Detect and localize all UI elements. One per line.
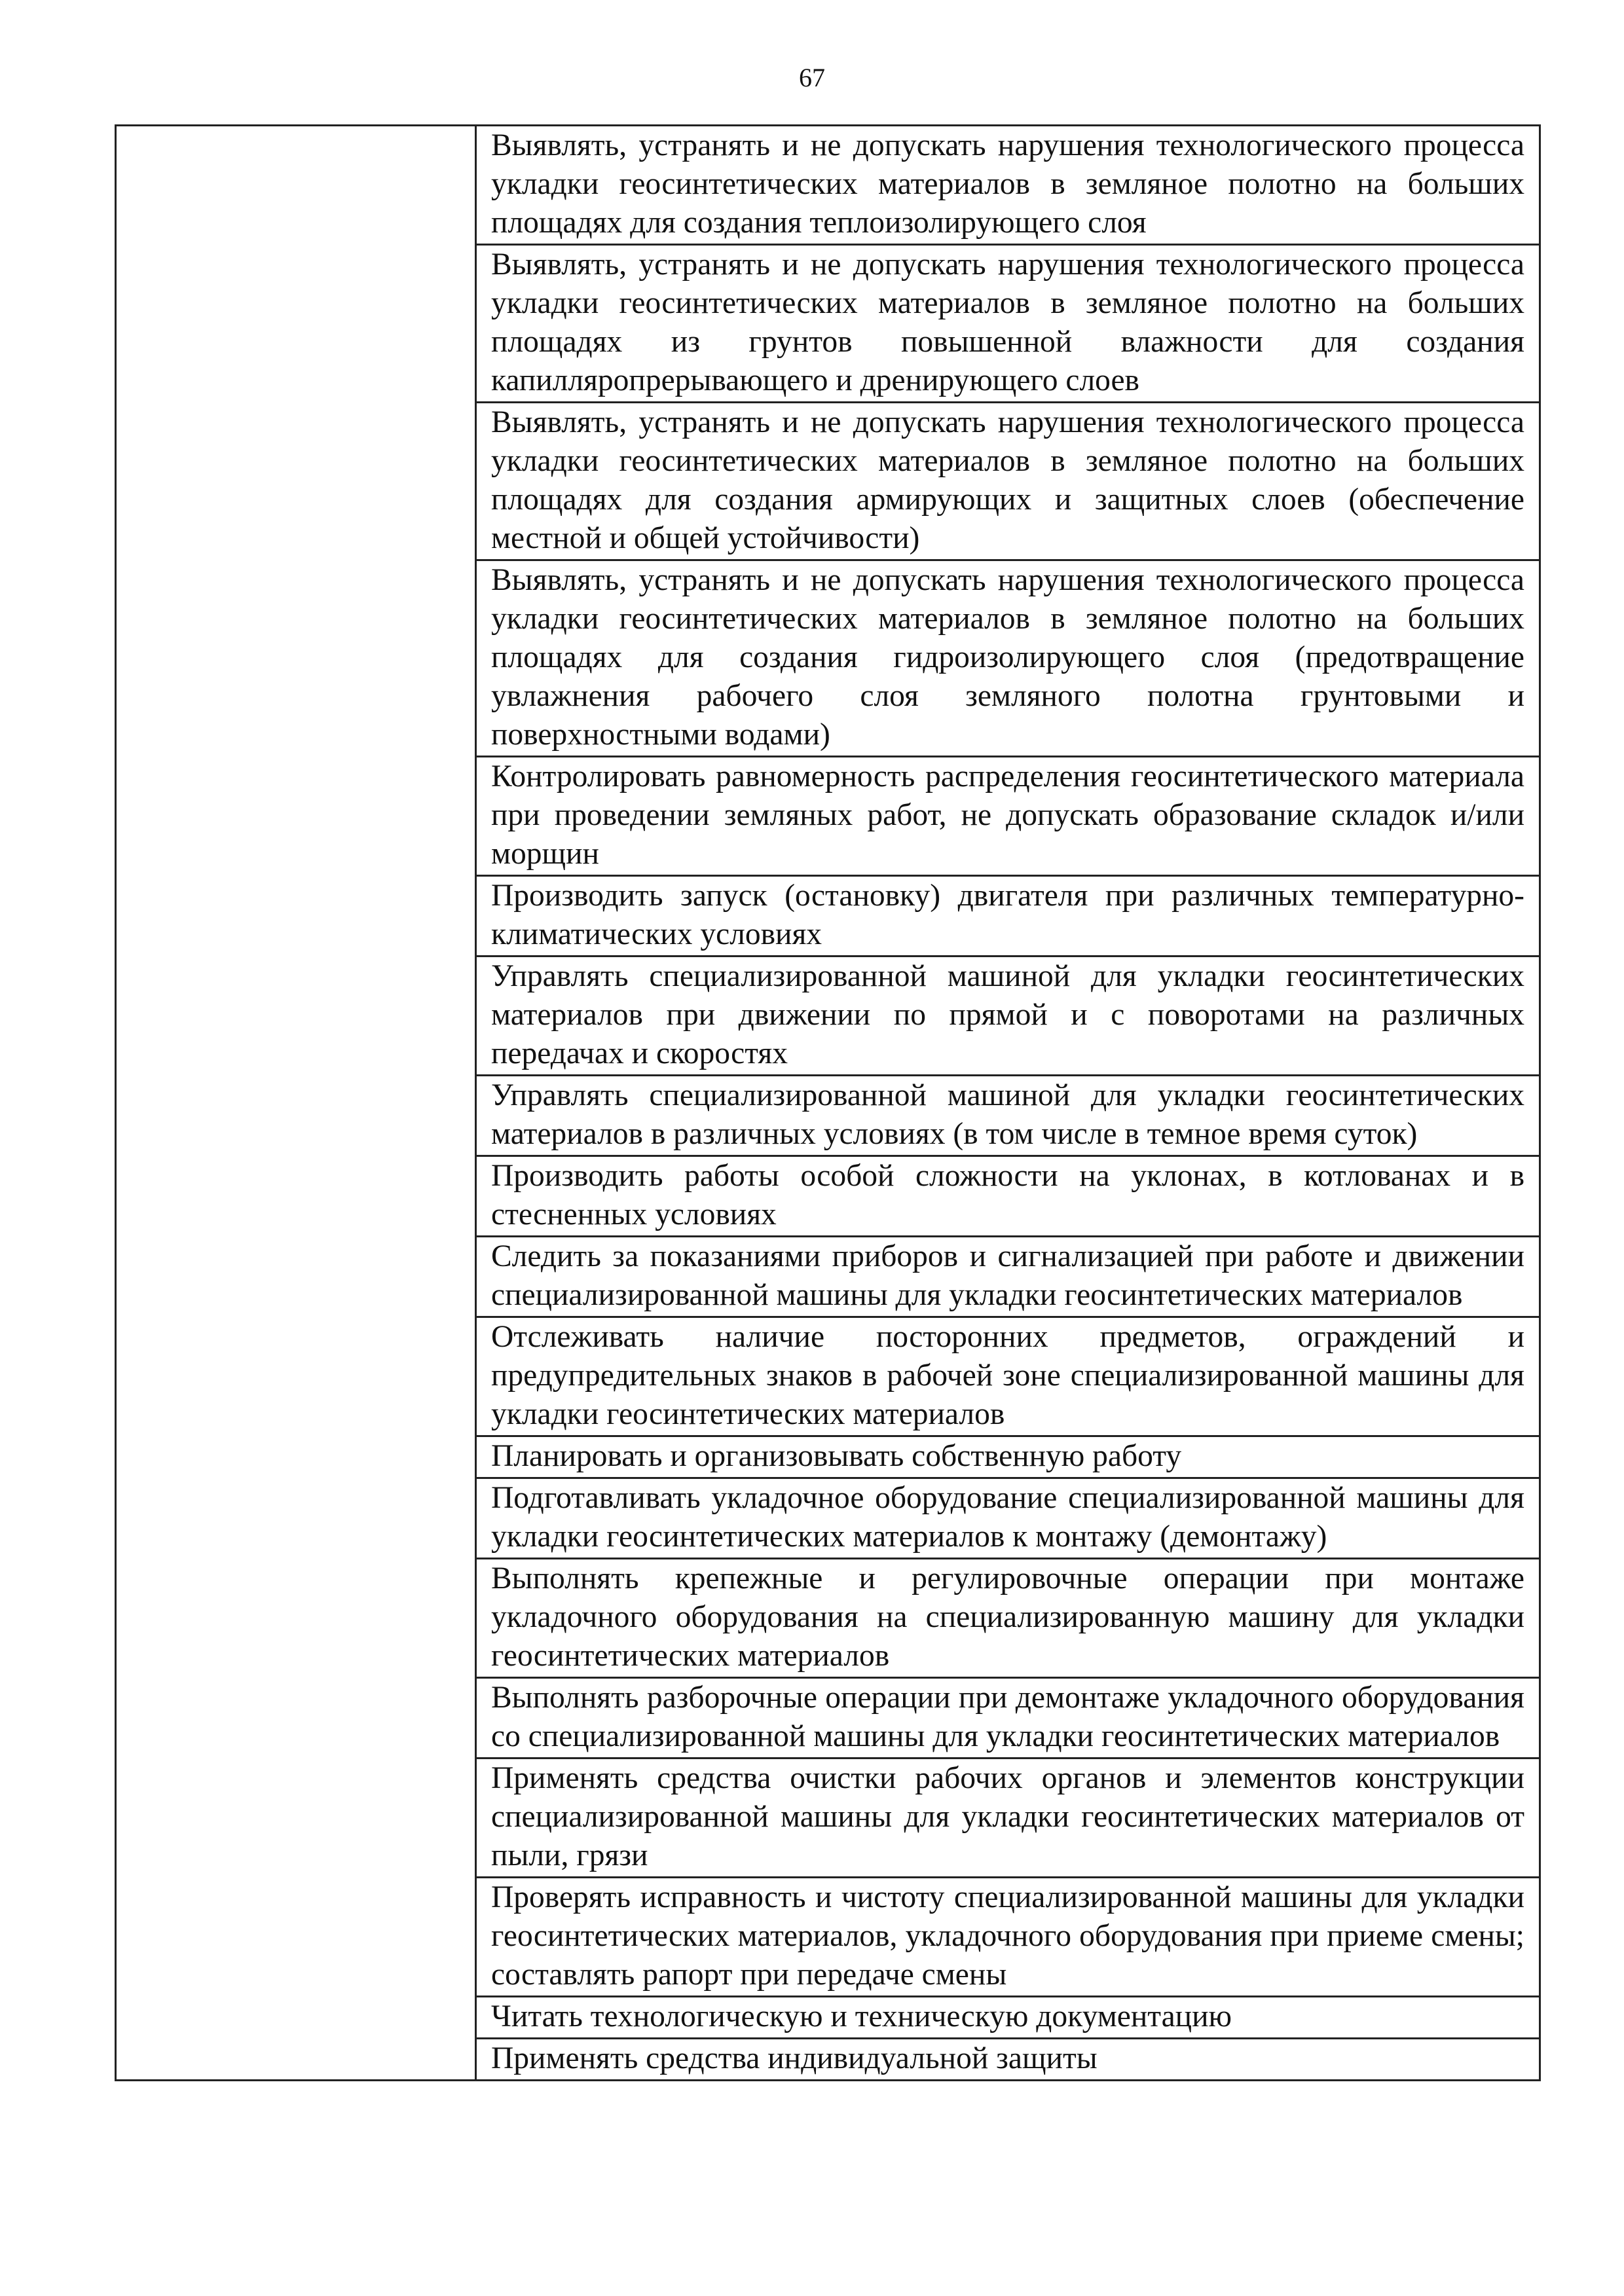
skill-text: Читать технологическую и техническую документацию (491, 1999, 1232, 2033)
skill-text: Подготавливать укладочное оборудование специализированной машины для укладки геосинтетических материалов к монтажу (демонтажу) (491, 1481, 1524, 1554)
skill-text: Применять средства очистки рабочих органов и элементов конструкции специализированной машины для укладки геосинтетических материалов от пыли, грязи (491, 1761, 1524, 1872)
page-number: 67 (799, 63, 825, 92)
skill-cell (476, 957, 1540, 1076)
table-row (116, 126, 1540, 245)
skill-cell (476, 1237, 1540, 1317)
skill-text: Производить работы особой сложности на уклонах, в котлованах и в стесненных условиях (491, 1159, 1524, 1231)
skill-cell (476, 2039, 1540, 2081)
skill-text: Планировать и организовывать собственную работу (491, 1439, 1182, 1473)
skill-cell (476, 876, 1540, 957)
skill-cell (476, 126, 1540, 245)
skill-cell (476, 403, 1540, 560)
skill-cell (476, 1478, 1540, 1559)
skill-cell (476, 1076, 1540, 1156)
skill-text: Отслеживать наличие посторонних предметов, ограждений и предупредительных знаков в рабочей зоне специализированной машины для укладки геосинтетических материалов (491, 1320, 1524, 1431)
skill-text: Выполнять крепежные и регулировочные операции при монтаже укладочного оборудования на специализированную машину для укладки геосинтетических материалов (491, 1561, 1524, 1673)
skill-cell (476, 560, 1540, 757)
skills-table (115, 124, 1541, 2081)
skill-cell (476, 1678, 1540, 1758)
skill-text: Управлять специализированной машиной для укладки геосинтетических материалов при движении по прямой и с поворотами на различных передачах и скоростях (491, 959, 1524, 1070)
skill-cell (476, 1317, 1540, 1436)
skill-text: Выявлять, устранять и не допускать нарушения технологического процесса укладки геосинтетических материалов в земляное полотно на больших площадях для создания гидроизолирующего слоя (предотвращение увлажнения рабочего слоя земляного полотна грунтовыми и поверхностными водами) (491, 563, 1524, 752)
skill-cell (476, 1559, 1540, 1678)
skill-cell (476, 1997, 1540, 2039)
category-cell (116, 126, 476, 2081)
skill-cell (476, 1758, 1540, 1878)
skill-text: Производить запуск (остановку) двигателя при различных температурно-климатических условиях (491, 879, 1524, 951)
skill-cell (476, 245, 1540, 403)
skill-text: Выявлять, устранять и не допускать нарушения технологического процесса укладки геосинтетических материалов в земляное полотно на больших площадях из грунтов повышенной влажности для создания капилляропрерывающего и дренирующего слоев (491, 247, 1524, 397)
skill-text: Выявлять, устранять и не допускать нарушения технологического процесса укладки геосинтетических материалов в земляное полотно на больших площадях для создания теплоизолирующего слоя (491, 128, 1524, 240)
skill-text: Управлять специализированной машиной для укладки геосинтетических материалов в различных условиях (в том числе в темное время суток) (491, 1078, 1524, 1151)
skill-text: Применять средства индивидуальной защиты (491, 2041, 1098, 2075)
skill-text: Выполнять разборочные операции при демонтаже укладочного оборудования со специализированной машины для укладки геосинтетических материалов (491, 1681, 1524, 1753)
skill-text: Проверять исправность и чистоту специализированной машины для укладки геосинтетических материалов, укладочного оборудования при приеме смены; составлять рапорт при передаче смены (491, 1880, 1524, 1992)
skill-cell (476, 1156, 1540, 1237)
skill-text: Следить за показаниями приборов и сигнализацией при работе и движении специализированной машины для укладки геосинтетических материалов (491, 1239, 1524, 1312)
skill-cell (476, 1436, 1540, 1478)
skill-cell (476, 757, 1540, 876)
skill-text: Контролировать равномерность распределения геосинтетического материала при проведении земляных работ, не допускать образование складок и/или морщин (491, 759, 1524, 871)
skill-cell (476, 1878, 1540, 1997)
skill-text: Выявлять, устранять и не допускать нарушения технологического процесса укладки геосинтетических материалов в земляное полотно на больших площадях для создания армирующих и защитных слоев (обеспечение местной и общей устойчивости) (491, 405, 1524, 555)
